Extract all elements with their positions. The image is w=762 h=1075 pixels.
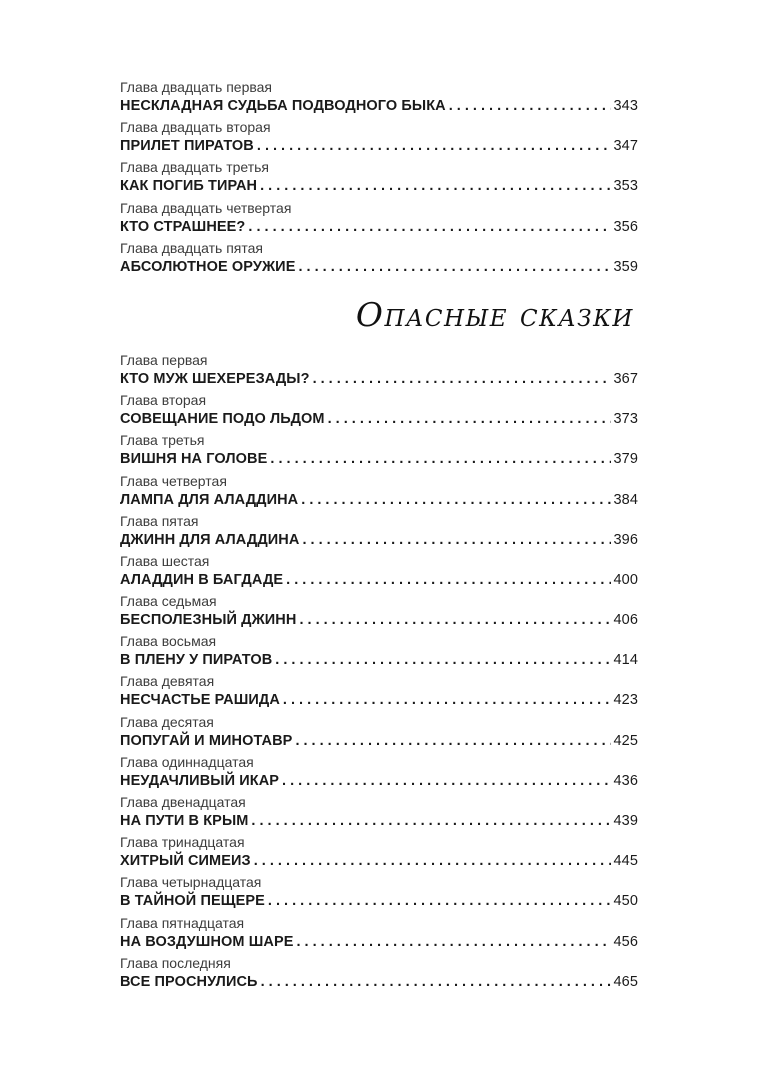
chapter-title: ЛАМПА ДЛЯ АЛАДДИНА (120, 491, 299, 508)
dot-leader (282, 771, 610, 791)
dot-leader (295, 731, 610, 751)
dot-leader (260, 176, 610, 196)
toc-line[interactable] (120, 771, 638, 791)
toc-line[interactable] (120, 811, 638, 831)
dot-leader (254, 851, 611, 871)
toc-line[interactable] (120, 176, 638, 196)
dot-leader (283, 690, 611, 710)
toc-line[interactable] (120, 891, 638, 911)
page-number: 343 (613, 98, 638, 114)
chapter-title: СОВЕЩАНИЕ ПОДО ЛЬДОМ (120, 411, 325, 428)
toc-entry (120, 833, 638, 873)
chapter-title: НА ПУТИ В КРЫМ (120, 813, 249, 829)
chapter-number-label: Глава двадцать пятая (120, 239, 263, 256)
dot-leader (286, 570, 610, 590)
chapter-title: АБСОЛЮТНОЕ ОРУЖИЕ (120, 258, 296, 275)
toc-entry (120, 391, 638, 431)
toc-line[interactable] (120, 570, 638, 590)
toc-line[interactable] (120, 731, 638, 751)
toc-entry (120, 873, 638, 913)
chapter-number-label: Глава двадцать вторая (120, 119, 271, 136)
chapter-number-label: Глава седьмая (120, 593, 217, 610)
page-number: 436 (613, 772, 638, 789)
toc-entry (120, 753, 638, 793)
page-number: 423 (613, 692, 638, 709)
chapter-number-label: Глава четвертая (120, 472, 227, 489)
toc-entry (120, 672, 638, 712)
chapter-number-label: Глава вторая (120, 392, 207, 409)
page-number: 456 (613, 933, 638, 950)
dot-leader (270, 449, 610, 469)
chapter-number-label: Глава одиннадцатая (120, 753, 254, 770)
toc-line[interactable] (120, 409, 638, 429)
dot-leader (251, 811, 610, 831)
section-title: Опасные сказки (355, 295, 634, 335)
page-number: 384 (613, 491, 638, 508)
chapter-title: В ПЛЕНУ У ПИРАТОВ (120, 652, 273, 669)
dot-leader (261, 972, 611, 992)
chapter-number-label: Глава первая (120, 351, 208, 368)
toc-entry (120, 78, 638, 118)
chapter-number-label: Глава десятая (120, 713, 214, 730)
toc-part-2 (120, 351, 638, 994)
page-number: 400 (613, 571, 638, 588)
dot-leader (449, 96, 611, 116)
toc-line[interactable] (120, 972, 638, 992)
chapter-title: ПРИЛЕТ ПИРАТОВ (120, 138, 254, 155)
page-number: 439 (613, 813, 638, 829)
toc-entry (120, 472, 638, 512)
toc-line[interactable] (120, 369, 638, 389)
page-number: 353 (613, 178, 638, 195)
toc-entry (120, 954, 638, 994)
toc-line[interactable] (120, 217, 638, 237)
chapter-title: ДЖИНН ДЛЯ АЛАДДИНА (120, 531, 300, 548)
toc-line[interactable] (120, 610, 638, 630)
chapter-number-label: Глава четырнадцатая (120, 874, 262, 891)
chapter-title: КАК ПОГИБ ТИРАН (120, 178, 258, 195)
page-number: 373 (613, 411, 638, 428)
toc-entry (120, 199, 638, 239)
page-number: 347 (613, 138, 638, 155)
dot-leader (313, 369, 611, 389)
chapter-number-label: Глава шестая (120, 552, 210, 569)
dot-leader (296, 932, 610, 952)
chapter-number-label: Глава девятая (120, 673, 215, 690)
toc-entry (120, 713, 638, 753)
chapter-title: ХИТРЫЙ СИМЕИЗ (120, 853, 251, 870)
page-number: 379 (613, 451, 638, 468)
dot-leader (328, 409, 611, 429)
toc-line[interactable] (120, 96, 638, 116)
page-number: 465 (613, 973, 638, 990)
dot-leader (299, 610, 610, 630)
toc-part-1 (120, 78, 638, 279)
chapter-number-label: Глава тринадцатая (120, 834, 245, 851)
toc-entry (120, 793, 638, 833)
chapter-title: НЕУДАЧЛИВЫЙ ИКАР (120, 772, 280, 789)
chapter-number-label: Глава двадцать третья (120, 159, 270, 176)
page-number: 445 (613, 853, 638, 870)
toc-entry (120, 552, 638, 592)
dot-leader (268, 891, 611, 911)
chapter-title: В ТАЙНОЙ ПЕЩЕРЕ (120, 893, 265, 910)
page-number: 367 (613, 370, 638, 387)
toc-entry (120, 239, 638, 279)
chapter-title: КТО МУЖ ШЕХЕРЕЗАДЫ? (120, 370, 310, 387)
dot-leader (275, 650, 610, 670)
toc-entry (120, 158, 638, 198)
toc-line[interactable] (120, 449, 638, 469)
chapter-number-label: Глава пятая (120, 512, 199, 529)
table-of-contents (120, 78, 638, 994)
chapter-number-label: Глава двенадцатая (120, 794, 246, 810)
dot-leader (302, 530, 610, 550)
chapter-number-label: Глава двадцать четвертая (120, 199, 292, 216)
chapter-number-label: Глава восьмая (120, 633, 217, 650)
page-number: 359 (613, 258, 638, 275)
page-number: 406 (613, 612, 638, 629)
page-number: 396 (613, 531, 638, 548)
toc-line[interactable] (120, 490, 638, 510)
chapter-title: НЕСКЛАДНАЯ СУДЬБА ПОДВОДНОГО БЫКА (120, 98, 446, 114)
chapter-title: ВИШНЯ НА ГОЛОВЕ (120, 451, 268, 468)
toc-line[interactable] (120, 650, 638, 670)
chapter-number-label: Глава последняя (120, 954, 231, 971)
toc-line[interactable] (120, 257, 638, 277)
toc-line[interactable] (120, 932, 638, 952)
toc-line[interactable] (120, 690, 638, 710)
chapter-title: НА ВОЗДУШНОМ ШАРЕ (120, 933, 294, 950)
page-number: 356 (613, 218, 638, 235)
dot-leader (301, 490, 610, 510)
toc-entry (120, 351, 638, 391)
chapter-title: АЛАДДИН В БАГДАДЕ (120, 571, 284, 588)
dot-leader (257, 136, 611, 156)
toc-line[interactable] (120, 136, 638, 156)
chapter-number-label: Глава двадцать первая (120, 79, 273, 95)
page-number: 414 (613, 652, 638, 669)
dot-leader (298, 257, 610, 277)
page-number: 425 (613, 732, 638, 749)
chapter-title: ПОПУГАЙ И МИНОТАВР (120, 732, 293, 749)
toc-line[interactable] (120, 851, 638, 871)
toc-entry (120, 512, 638, 552)
chapter-number-label: Глава пятнадцатая (120, 914, 245, 931)
dot-leader (248, 217, 610, 237)
toc-entry (120, 431, 638, 471)
toc-entry (120, 592, 638, 632)
chapter-title: БЕСПОЛЕЗНЫЙ ДЖИНН (120, 612, 297, 629)
chapter-number-label: Глава третья (120, 432, 205, 449)
chapter-title: ВСЕ ПРОСНУЛИСЬ (120, 973, 258, 990)
toc-line[interactable] (120, 530, 638, 550)
toc-entry (120, 914, 638, 954)
toc-entry (120, 118, 638, 158)
chapter-title: НЕСЧАСТЬЕ РАШИДА (120, 692, 280, 709)
page-number: 450 (613, 893, 638, 910)
toc-entry (120, 632, 638, 672)
chapter-title: КТО СТРАШНЕЕ? (120, 218, 246, 235)
